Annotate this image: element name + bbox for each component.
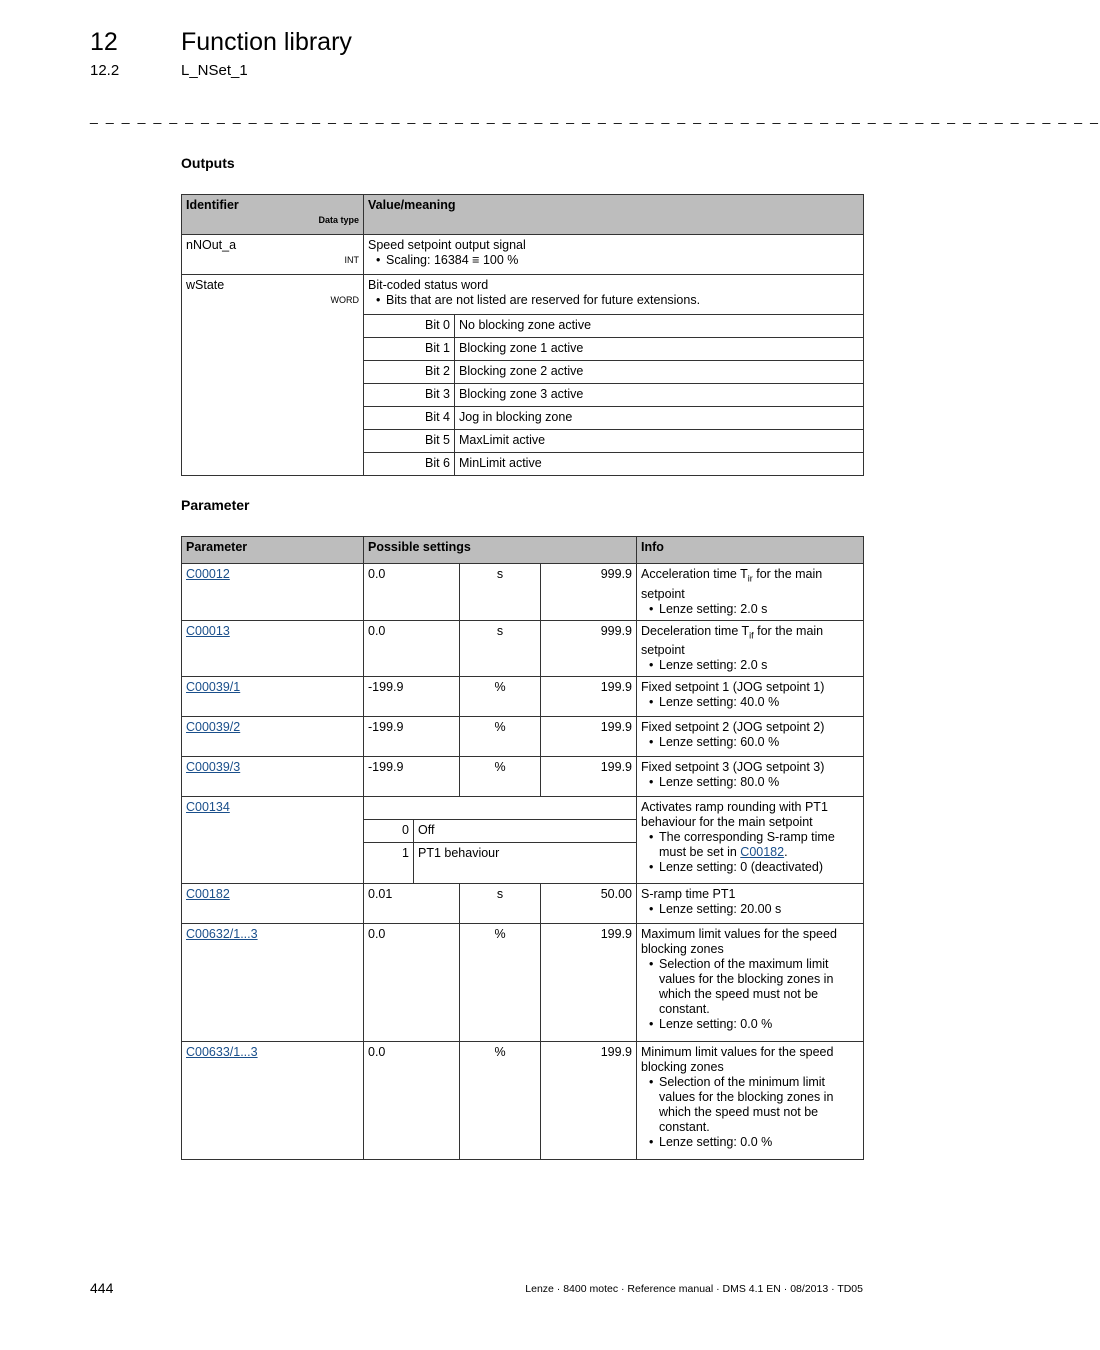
outputs-table bbox=[181, 194, 864, 476]
param-link-c00182-inline[interactable]: C00182 bbox=[740, 845, 785, 859]
info-text: Acceleration time $T_{ir}$ for the main setpoint bbox=[641, 567, 823, 601]
unit: % bbox=[460, 924, 541, 1042]
option-text: PT1 behaviour bbox=[414, 843, 637, 884]
unit: % bbox=[460, 1042, 541, 1160]
param-link-c00012[interactable]: C00012 bbox=[186, 567, 230, 581]
bit-label: Bit 3 bbox=[364, 384, 455, 407]
parameter-header: Parameter bbox=[182, 537, 364, 564]
info-text: Activates ramp rounding with PT1 behaviour for the main setpoint bbox=[641, 800, 828, 829]
bit-text: MinLimit active bbox=[455, 453, 864, 476]
table-row bbox=[182, 275, 864, 315]
info-header: Info bbox=[637, 537, 864, 564]
option-value: 1 bbox=[364, 843, 414, 884]
nnout-description: Speed setpoint output signal bbox=[368, 238, 526, 252]
param-link-c00039-2[interactable]: C00039/2 bbox=[186, 720, 241, 734]
separator-line: _ _ _ _ _ _ _ _ _ _ _ _ _ _ _ _ _ _ _ _ _ _ _ _ _ _ _ _ _ _ _ _ _ _ _ _ _ _ _ _ _ _ _ _ _ _ _ _ _ _ _ _ _ _ _ _ _ _ _ _ _ _ _ _ bbox=[90, 108, 1100, 124]
info-text: Fixed setpoint 3 (JOG setpoint 3) bbox=[641, 760, 825, 774]
max-value: 199.9 bbox=[541, 677, 637, 717]
bit-text: Blocking zone 3 active bbox=[455, 384, 864, 407]
section-title: L_NSet_1 bbox=[181, 62, 248, 79]
table-row bbox=[182, 884, 864, 924]
info-bullet: • The corresponding S-ramp time must be set in C00182. bbox=[653, 830, 859, 860]
chapter-title: Function library bbox=[181, 28, 352, 56]
datatype-int: INT bbox=[344, 255, 359, 265]
outputs-heading: Outputs bbox=[181, 155, 235, 171]
identifier-header: Identifier Data type bbox=[182, 195, 364, 235]
info-bullet: • Lenze setting: 2.0 s bbox=[653, 602, 859, 617]
info-bullet: • Lenze setting: 2.0 s bbox=[653, 658, 859, 673]
min-value: -199.9 bbox=[364, 717, 460, 757]
param-link-c00633[interactable]: C00633/1...3 bbox=[186, 1045, 258, 1059]
param-link-c00182[interactable]: C00182 bbox=[186, 887, 230, 901]
table-row bbox=[182, 717, 864, 757]
info-text: Fixed setpoint 1 (JOG setpoint 1) bbox=[641, 680, 825, 694]
info-bullet: • Lenze setting: 0.0 % bbox=[653, 1017, 859, 1032]
max-value: 50.00 bbox=[541, 884, 637, 924]
possible-settings-header: Possible settings bbox=[364, 537, 637, 564]
bit-text: Blocking zone 1 active bbox=[455, 338, 864, 361]
min-value: 0.0 bbox=[364, 924, 460, 1042]
info-text: S-ramp time PT1 bbox=[641, 887, 736, 901]
page-number: 444 bbox=[90, 1280, 114, 1296]
bit-text: MaxLimit active bbox=[455, 430, 864, 453]
bit-label: Bit 2 bbox=[364, 361, 455, 384]
param-link-c00632[interactable]: C00632/1...3 bbox=[186, 927, 258, 941]
info-bullet: • Lenze setting: 20.00 s bbox=[653, 902, 859, 917]
table-row bbox=[182, 757, 864, 797]
min-value: -199.9 bbox=[364, 757, 460, 797]
min-value: -199.9 bbox=[364, 677, 460, 717]
max-value: 199.9 bbox=[541, 717, 637, 757]
param-link-c00039-1[interactable]: C00039/1 bbox=[186, 680, 241, 694]
info-text: Deceleration time $T_{if}$ for the main setpoint bbox=[641, 623, 824, 657]
unit: s bbox=[460, 884, 541, 924]
min-value: 0.0 bbox=[364, 1042, 460, 1160]
param-link-c00039-3[interactable]: C00039/3 bbox=[186, 760, 241, 774]
param-link-c00134[interactable]: C00134 bbox=[186, 800, 230, 814]
wstate-description: Bit-coded status word bbox=[368, 278, 489, 292]
min-value: 0.0 bbox=[364, 620, 460, 677]
info-bullet: • Lenze setting: 0.0 % bbox=[653, 1135, 859, 1150]
identifier-nnout: nNOut_a bbox=[186, 238, 237, 252]
parameter-heading: Parameter bbox=[181, 497, 250, 513]
table-row bbox=[182, 924, 864, 1042]
table-row bbox=[182, 677, 864, 717]
option-value: 0 bbox=[364, 820, 414, 843]
table-row bbox=[182, 1042, 864, 1160]
datatype-word: WORD bbox=[330, 295, 359, 305]
value-meaning-header: Value/meaning bbox=[364, 195, 864, 235]
info-text: Minimum limit values for the speed blocking zones bbox=[641, 1045, 834, 1074]
table-row bbox=[182, 620, 864, 677]
unit: % bbox=[460, 757, 541, 797]
max-value: 999.9 bbox=[541, 564, 637, 621]
max-value: 199.9 bbox=[541, 1042, 637, 1160]
unit: s bbox=[460, 564, 541, 621]
bit-label: Bit 6 bbox=[364, 453, 455, 476]
unit: s bbox=[460, 620, 541, 677]
bit-text: No blocking zone active bbox=[455, 315, 864, 338]
max-value: 199.9 bbox=[541, 757, 637, 797]
info-bullet: • Lenze setting: 40.0 % bbox=[653, 695, 859, 710]
bit-label: Bit 1 bbox=[364, 338, 455, 361]
min-value: 0.01 bbox=[364, 884, 460, 924]
info-text: Maximum limit values for the speed blocking zones bbox=[641, 927, 837, 956]
bit-text: Blocking zone 2 active bbox=[455, 361, 864, 384]
min-value: 0.0 bbox=[364, 564, 460, 621]
nnout-scaling: • Scaling: 16384 ≡ 100 % bbox=[380, 253, 859, 268]
bit-label: Bit 0 bbox=[364, 315, 455, 338]
max-value: 999.9 bbox=[541, 620, 637, 677]
bit-label: Bit 5 bbox=[364, 430, 455, 453]
bit-label: Bit 4 bbox=[364, 407, 455, 430]
identifier-wstate: wState bbox=[186, 278, 225, 292]
info-bullet: • Selection of the maximum limit values for the blocking zones in which the speed must not be constant. bbox=[653, 957, 859, 1017]
table-row bbox=[182, 797, 864, 820]
info-text: Fixed setpoint 2 (JOG setpoint 2) bbox=[641, 720, 825, 734]
info-bullet: • Lenze setting: 0 (deactivated) bbox=[653, 860, 859, 875]
option-text: Off bbox=[414, 820, 637, 843]
footer-text: Lenze · 8400 motec · Reference manual · DMS 4.1 EN · 08/2013 · TD05 bbox=[525, 1283, 863, 1295]
info-bullet: • Lenze setting: 60.0 % bbox=[653, 735, 859, 750]
wstate-note: • Bits that are not listed are reserved for future extensions. bbox=[380, 293, 859, 308]
table-row bbox=[182, 235, 864, 275]
chapter-number: 12 bbox=[90, 28, 118, 56]
info-bullet: • Lenze setting: 80.0 % bbox=[653, 775, 859, 790]
section-number: 12.2 bbox=[90, 62, 120, 79]
parameter-table bbox=[181, 536, 864, 1160]
table-row bbox=[182, 564, 864, 621]
param-link-c00013[interactable]: C00013 bbox=[186, 623, 230, 638]
unit: % bbox=[460, 677, 541, 717]
info-bullet: • Selection of the minimum limit values for the blocking zones in which the speed must not be constant. bbox=[653, 1075, 859, 1135]
bit-text: Jog in blocking zone bbox=[455, 407, 864, 430]
max-value: 199.9 bbox=[541, 924, 637, 1042]
unit: % bbox=[460, 717, 541, 757]
datatype-header: Data type bbox=[318, 215, 359, 225]
